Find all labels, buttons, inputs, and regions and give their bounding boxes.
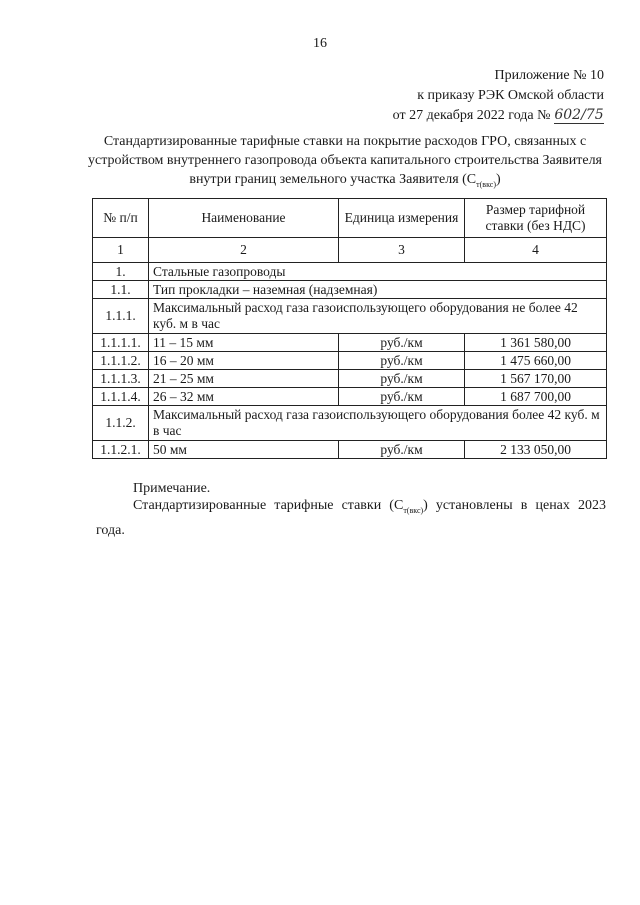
table-row — [93, 406, 607, 441]
table-row — [93, 352, 607, 370]
row-num: 1.1.1. — [93, 299, 149, 334]
table-row — [93, 263, 607, 281]
note-text — [96, 496, 606, 541]
note-title: Примечание. — [133, 481, 211, 496]
row-num: 1.1.1.4. — [93, 388, 149, 406]
col-num-1: 1 — [93, 238, 149, 263]
note-text-suffix: ) установлены в ценах 2023 года. — [96, 498, 607, 538]
tariff-table — [92, 198, 607, 459]
row-name: Максимальный расход газа газоиспользующего оборудования не более 42 куб. м в час — [149, 299, 607, 334]
row-rate: 1 567 170,00 — [465, 370, 607, 388]
row-unit: руб./км — [339, 370, 465, 388]
table-row — [93, 441, 607, 459]
title-end: ) — [495, 172, 501, 187]
row-name: Максимальный расход газа газоиспользующего оборудования более 42 куб. м в час — [149, 406, 607, 441]
title-text: Стандартизированные тарифные ставки на покрытие расходов ГРО, связанных с устройством внутреннего газопровода объекта капитального строительства Заявителя внутри границ земельного участка Заявителя (C — [87, 134, 602, 187]
order-date: от 27 декабря 2022 года № — [392, 108, 551, 123]
row-unit: руб./км — [339, 334, 465, 352]
col-num-3: 3 — [339, 238, 465, 263]
table-header-row — [93, 199, 607, 238]
row-num: 1.1.1.2. — [93, 352, 149, 370]
row-num: 1.1. — [93, 281, 149, 299]
header-name: Наименование — [149, 199, 339, 238]
table-row — [93, 299, 607, 334]
appendix-line-3 — [393, 106, 604, 126]
col-num-2: 2 — [149, 238, 339, 263]
row-unit: руб./км — [339, 441, 465, 459]
row-num: 1.1.1.3. — [93, 370, 149, 388]
note-subscript: т(вкс) — [403, 505, 424, 515]
row-rate: 1 687 700,00 — [465, 388, 607, 406]
title-subscript: т(вкс) — [476, 179, 496, 189]
page-number: 16 — [313, 36, 327, 51]
col-num-4: 4 — [465, 238, 607, 263]
column-number-row — [93, 238, 607, 263]
row-name: Тип прокладки – наземная (надземная) — [149, 281, 607, 299]
row-unit: руб./км — [339, 352, 465, 370]
header-unit: Единица измерения — [339, 199, 465, 238]
row-name: 16 – 20 мм — [149, 352, 339, 370]
table-row — [93, 388, 607, 406]
row-name: 26 – 32 мм — [149, 388, 339, 406]
appendix-line-1: Приложение № 10 — [494, 68, 604, 83]
table-row — [93, 370, 607, 388]
row-name: 11 – 15 мм — [149, 334, 339, 352]
row-num: 1.1.1.1. — [93, 334, 149, 352]
header-num: № п/п — [93, 199, 149, 238]
row-name: Стальные газопроводы — [149, 263, 607, 281]
row-rate: 2 133 050,00 — [465, 441, 607, 459]
header-rate: Размер тарифной ставки (без НДС) — [465, 199, 607, 238]
note-text-prefix: Стандартизированные тарифные ставки (C — [133, 498, 404, 513]
row-name: 50 мм — [149, 441, 339, 459]
table-row — [93, 334, 607, 352]
appendix-header — [393, 66, 604, 126]
row-num: 1.1.2.1. — [93, 441, 149, 459]
row-unit: руб./км — [339, 388, 465, 406]
row-name: 21 – 25 мм — [149, 370, 339, 388]
row-num: 1.1.2. — [93, 406, 149, 441]
document-title — [80, 132, 610, 194]
row-rate: 1 475 660,00 — [465, 352, 607, 370]
row-num: 1. — [93, 263, 149, 281]
row-rate: 1 361 580,00 — [465, 334, 607, 352]
table-row — [93, 281, 607, 299]
appendix-line-2: к приказу РЭК Омской области — [417, 88, 604, 103]
order-number-handwritten: 602/75 — [554, 107, 604, 123]
